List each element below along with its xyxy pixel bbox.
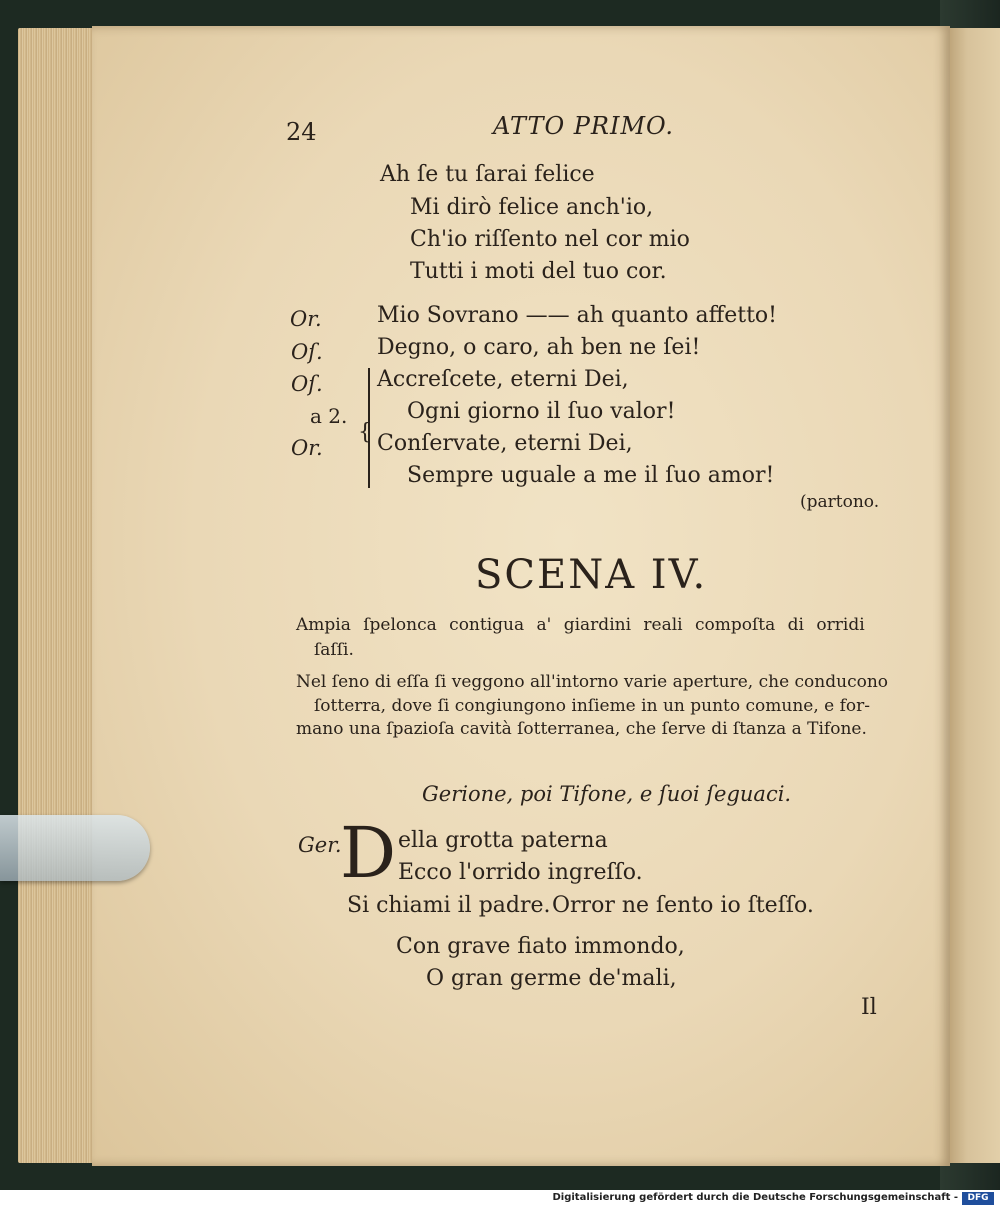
setting-line: Nel ſeno di eſſa ſi veggono all'intorno varie aperture, che conducono bbox=[296, 672, 889, 692]
speaker-label: Or. bbox=[290, 307, 322, 331]
speaker-label: Oſ. bbox=[291, 372, 323, 396]
facing-page-edge bbox=[945, 28, 1000, 1163]
aria-line-1: Ah ſe tu ſarai felice bbox=[380, 162, 595, 187]
aria-line-4: Tutti i moti del tuo cor. bbox=[410, 259, 667, 284]
aria-line-3: Ch'io riſſento nel cor mio bbox=[410, 227, 690, 252]
duet-brace-tip: { bbox=[358, 420, 372, 445]
speaker-label: Ger. bbox=[298, 833, 342, 857]
setting-line: ſaſſi. bbox=[314, 640, 354, 660]
verse-line: O gran germe de'mali, bbox=[426, 966, 677, 991]
exit-direction: (partono. bbox=[800, 492, 880, 512]
setting-line: ſotterra, dove ſi congiungono inſieme in un punto comune, e for- bbox=[314, 696, 870, 716]
page-stack-edge bbox=[18, 28, 98, 1163]
drop-cap: D bbox=[340, 812, 397, 894]
dialogue-line: Accreſcete, eterni Dei, bbox=[377, 367, 629, 392]
verse-line: ella grotta paterna bbox=[398, 828, 608, 853]
dialogue-line: Mio Sovrano —— ah quanto affetto! bbox=[377, 303, 778, 328]
verse-line: Orror ne ſento io ſteſſo. bbox=[552, 893, 814, 918]
characters-line: Gerione, poi Tifone, e ſuoi ſeguaci. bbox=[422, 782, 792, 806]
verse-line: Ecco l'orrido ingreſſo. bbox=[398, 860, 643, 885]
dialogue-line: Sempre uguale a me il ſuo amor! bbox=[407, 463, 775, 488]
dialogue-line: Conſervate, eterni Dei, bbox=[377, 431, 633, 456]
speaker-label: a 2. bbox=[310, 404, 348, 428]
digitization-credit: Digitalisierung gefördert durch die Deutsche Forschungsgemeinschaft - bbox=[552, 1192, 958, 1203]
running-head: ATTO PRIMO. bbox=[493, 112, 674, 140]
verse-line: Si chiami il padre. bbox=[347, 893, 551, 918]
page-holder-tab bbox=[0, 815, 150, 881]
setting-line: Ampia ſpelonca contigua a' giardini reali compoſta di orridi bbox=[296, 615, 865, 635]
scene-title: SCENA IV. bbox=[475, 552, 708, 598]
verse-line: Con grave fiato immondo, bbox=[396, 934, 685, 959]
speaker-label: Or. bbox=[291, 436, 323, 460]
dialogue-line: Degno, o caro, ah ben ne ſei! bbox=[377, 335, 701, 360]
page-number: 24 bbox=[286, 118, 317, 146]
aria-line-2: Mi dirò felice anch'io, bbox=[410, 195, 654, 220]
dialogue-line: Ogni giorno il ſuo valor! bbox=[407, 399, 676, 424]
dfg-logo: DFG bbox=[962, 1192, 994, 1205]
catchword: Il bbox=[861, 995, 877, 1020]
speaker-label: Oſ. bbox=[291, 340, 323, 364]
setting-line: mano una ſpazioſa cavità ſotterranea, che ſerve di ſtanza a Tifone. bbox=[296, 719, 867, 739]
